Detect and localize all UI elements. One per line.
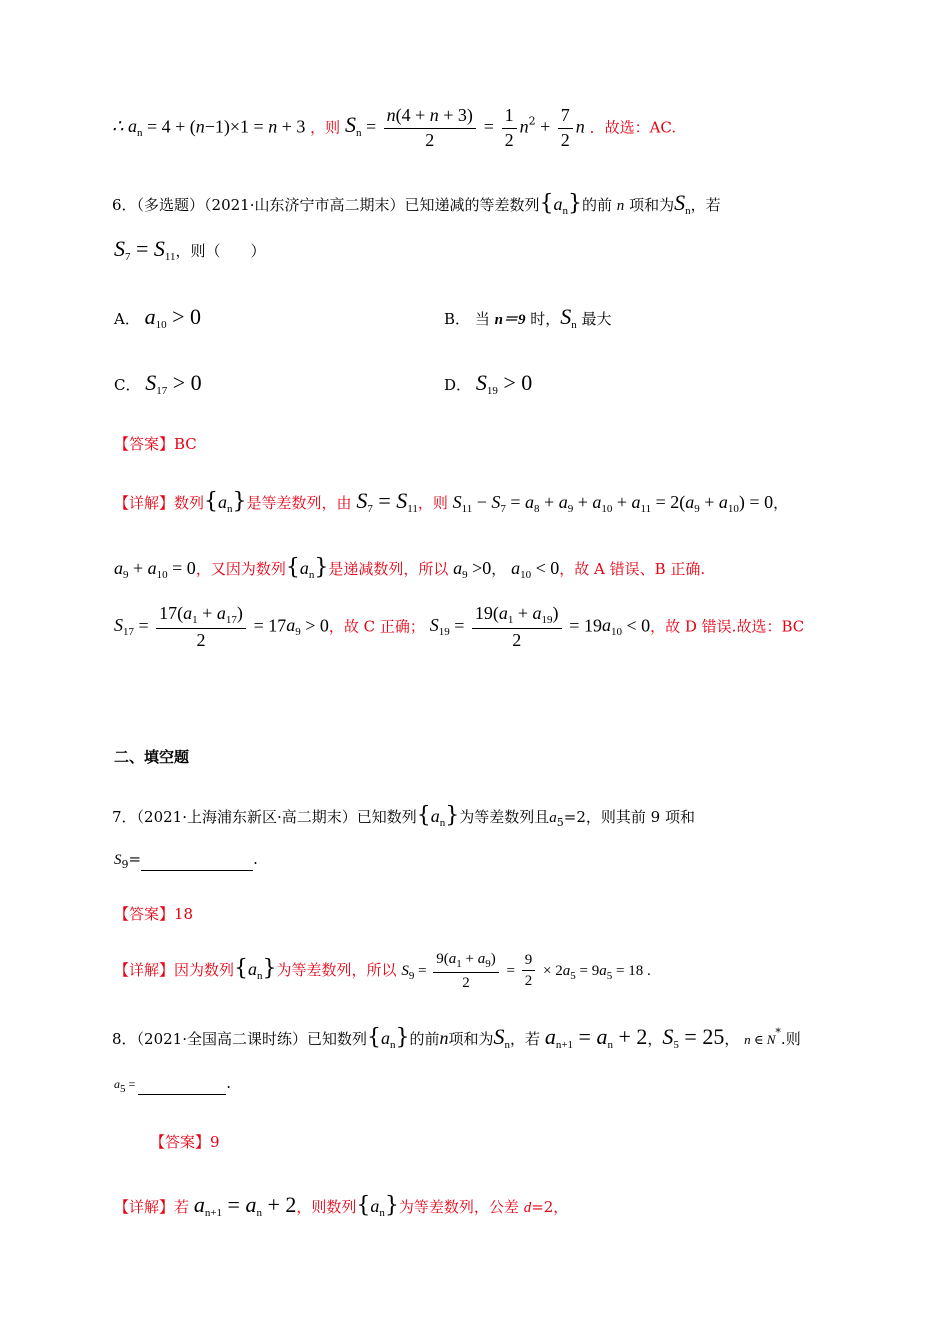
choose-ac-text: ．故选：AC. <box>589 118 677 137</box>
q7-stem-line-1: 7．（2021·上海浦东新区·高二期末）已知数列$\{a_n\}$为等差数列且$a_5=2$，则其前 9 项和 <box>112 803 695 829</box>
q6-stem-line-2: $S_7 = S_{11}$，则（ ） <box>114 236 266 263</box>
q6-detail-line-3: $S_{17}$ = $\frac{17(a_1 + a_{17})}{2}$ = $17a_9 > 0$，故 C 正确； $S_{19}$ = $\frac{19(a_1 + a_{19})}{2}$ = $19a_{10} < 0$，故 D 错误.故选：BC <box>114 603 805 651</box>
fraction-nine-half: $\frac{9}{2}$ <box>522 952 536 990</box>
fraction-s19: $\frac{19(a_1 + a_{19})}{2}$ <box>472 604 562 651</box>
section-title-fill-blank: 二、填空题 <box>114 748 190 766</box>
q8-answer: 【答案】9 <box>150 1133 220 1151</box>
fraction-half: $\frac{1}{2}$ <box>502 106 517 151</box>
q6-answer: 【答案】BC <box>114 435 197 453</box>
then-text: ，则 <box>310 118 341 137</box>
fraction-s17: $\frac{17(a_1 + a_{17})}{2}$ <box>156 604 246 651</box>
q6-option-a: A． $a_{10} > 0$ <box>114 304 202 331</box>
q7-stem-line-2: $S_9=$ . <box>114 850 258 871</box>
q6-detail-line-1: 【详解】数列$\{a_n\}$是等差数列，由 $S_7 = S_{11}$，则 $S_{11} - S_7 = a_8 + a_9 + a_{10} + a_{11} = 2(a_9 + a_{10}) = 0$， <box>114 488 789 515</box>
q7-answer: 【答案】18 <box>114 905 194 923</box>
q8-stem-line-1: 8．（2021·全国高二课时练）已知数列$\{a_n\}$的前n项和为$S_n$，若 $a_{n+1} = a_n + 2$，$S_5 = 25$， n ∈ N*.则 <box>112 1024 801 1051</box>
q7-answer-blank[interactable] <box>141 856 253 871</box>
q6-detail-line-2: $a_9 + a_{10} = 0$，又因为数列$\{a_n\}$是递减数列，所以 $a_9 >0$， $a_{10} < 0$，故 A 错误、B 正确. <box>114 555 706 581</box>
q6-option-b: B． 当 n＝9 时，$S_n$ 最大 <box>444 304 612 331</box>
q7-detail: 【详解】因为数列$\{a_n\}$为等差数列，所以 $S_9$ = $\frac{9(a_1 + a_9)}{2}$ = $\frac{9}{2}$ × $2a_5 = 9a_5 = 18$ . <box>114 951 651 992</box>
q6-stem-line-1: 6．（多选题）（2021·山东济宁市高二期末）已知递减的等差数列$\{a_n\}$的前 n 项和为$S_n$，若 <box>112 190 721 217</box>
fraction-seven-half: $\frac{7}{2}$ <box>558 106 573 151</box>
formula-line-1: ∴ $a_n = 4 + (n-1)\times 1 = n + 3$ ，则 $S_n$ = $\frac{n(4 + n + 3)}{2}$ = $\frac{1}{2}$ $n^2$ + $\frac{7}{2}$ n ．故选：AC. <box>112 105 677 150</box>
q6-option-c: C． $S_{17} > 0$ <box>114 370 202 397</box>
q6-option-d: D． $S_{19} > 0$ <box>444 370 533 397</box>
q8-stem-line-2: $a_5$ = . <box>114 1074 232 1095</box>
q8-answer-blank[interactable] <box>138 1080 226 1095</box>
fraction-s9: $\frac{9(a_1 + a_9)}{2}$ <box>433 950 498 992</box>
q8-detail: 【详解】若 $a_{n+1} = a_n + 2$，则数列$\{a_n\}$为等差数列，公差 d=2， <box>114 1192 569 1219</box>
fraction-sn: $\frac{n(4 + n + 3)}{2}$ <box>384 106 476 151</box>
